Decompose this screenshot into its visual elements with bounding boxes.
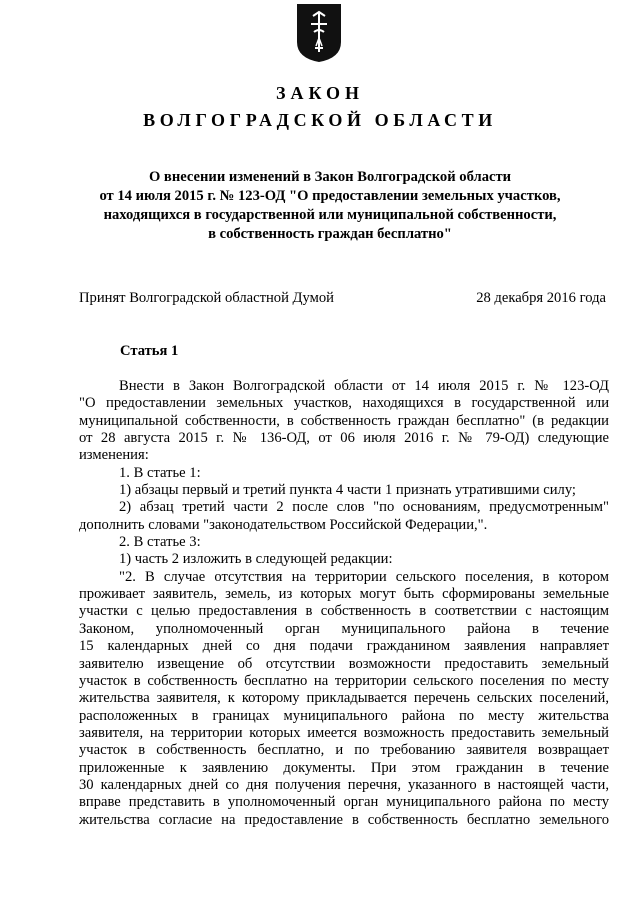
article-body: [79, 378, 609, 829]
body-line: от 28 августа 2015 г. № 136-ОД, от 06 июля 2016 г. № 79-ОД) следующие: [79, 430, 609, 447]
body-line: участок в собственность бесплатно на территории сельского поселения по месту: [79, 672, 609, 689]
adopted-by: Принят Волгоградской областной Думой: [79, 290, 334, 306]
body-line: заявителю извещение об отсутствии возможности предоставить земельный: [79, 655, 609, 672]
body-line: жительства заявителя, к которому прикладывается перечень сельских поселений,: [79, 690, 609, 707]
body-line: 1. В статье 1:: [119, 464, 201, 481]
article-heading: Статья 1: [120, 343, 179, 359]
body-line: изменения:: [79, 447, 149, 464]
body-line: участки с целью предоставления в собственность в соответствии с настоящим: [79, 603, 609, 620]
body-line: участок в собственность бесплатно, и по требованию заявителя возвращает: [79, 742, 609, 759]
law-subject: [70, 168, 590, 244]
subject-line: от 14 июля 2015 г. № 123-ОД "О предоставлении земельных участков,: [99, 188, 561, 204]
body-line: муниципальной собственности, в собственность граждан бесплатно" (в редакции: [79, 412, 609, 429]
body-line: дополнить словами "законодательством Российской Федерации,".: [79, 516, 488, 533]
body-line: проживает заявитель, земель, из которых могут быть сформированы земельные: [79, 586, 609, 603]
subject-line: в собственность граждан бесплатно": [208, 226, 452, 242]
body-line: "2. В случае отсутствия на территории сельского поселения, в котором: [119, 568, 609, 585]
adoption-info: [79, 289, 606, 308]
subject-line: О внесении изменений в Закон Волгоградской области: [148, 169, 512, 185]
region-title: ВОЛГОГРАДСКОЙ ОБЛАСТИ: [143, 110, 497, 130]
body-line: жительства согласие на предоставление в собственность бесплатно земельного: [79, 811, 609, 828]
body-line: 2. В статье 3:: [119, 534, 201, 551]
coat-of-arms-icon: [293, 2, 345, 64]
body-line: заявителя, на территории которых имеется возможность предоставить земельный: [79, 724, 609, 741]
body-line: Законом, уполномоченный орган муниципального района в течение: [79, 620, 609, 637]
body-line: вправе представить в уполномоченный орган муниципального района по месту: [79, 794, 609, 811]
adoption-date: 28 декабря 2016 года: [476, 290, 606, 306]
body-line: 15 календарных дней со дня подачи гражданином заявления направляет: [79, 638, 609, 655]
body-line: Внести в Закон Волгоградской области от 14 июля 2015 г. № 123-ОД: [119, 378, 609, 394]
law-title: ЗАКОН: [275, 83, 365, 103]
body-line: 2) абзац третий части 2 после слов "по основаниям, предусмотренным": [119, 499, 609, 516]
body-line: 1) абзацы первый и третий пункта 4 части 1 признать утратившими силу;: [119, 482, 576, 499]
body-line: расположенных в границах муниципального района по месту жительства: [79, 707, 609, 724]
subject-line: находящихся в государственной или муниципальной собственности,: [103, 207, 557, 223]
body-line: 1) часть 2 изложить в следующей редакции:: [119, 551, 393, 568]
body-line: 30 календарных дней со дня получения перечня, указанного в настоящей части,: [79, 776, 609, 793]
body-line: "О предоставлении земельных участков, находящихся в государственной или: [79, 395, 609, 412]
body-line: приложенные к заявлению документы. При этом гражданин в течение: [79, 759, 609, 776]
